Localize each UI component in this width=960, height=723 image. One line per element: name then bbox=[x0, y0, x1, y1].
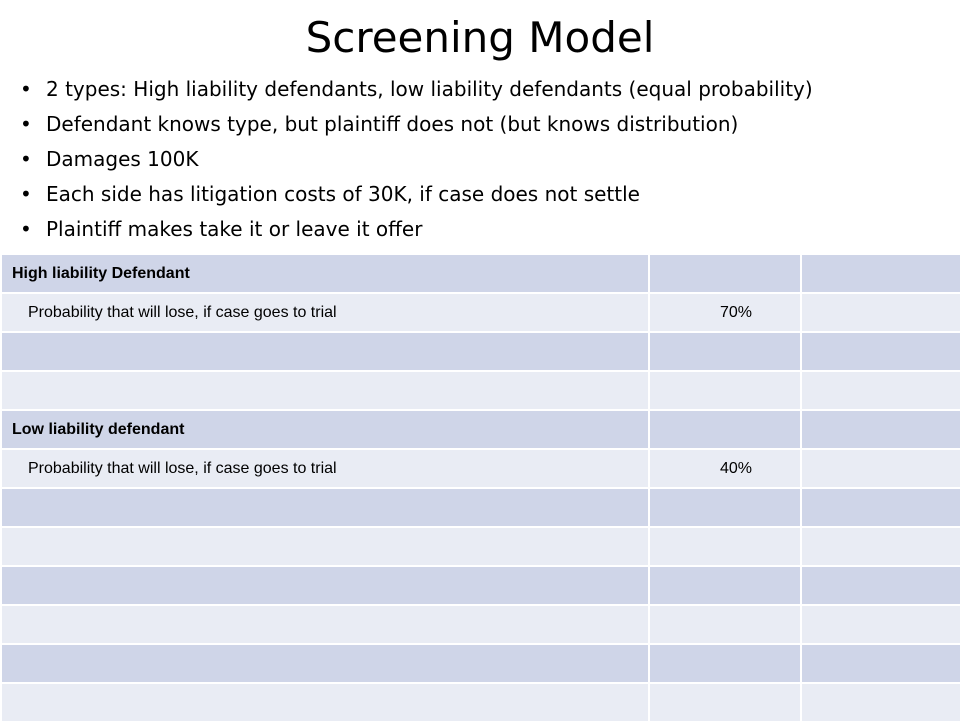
table-row bbox=[1, 293, 960, 332]
table-row bbox=[1, 371, 960, 410]
table-cell bbox=[801, 644, 960, 683]
table-cell bbox=[801, 332, 960, 371]
table-cell bbox=[649, 332, 801, 371]
bullet-list bbox=[20, 72, 955, 247]
table-row bbox=[1, 683, 960, 722]
table-row bbox=[1, 605, 960, 644]
table-cell bbox=[801, 254, 960, 293]
bullet-dot-icon: • bbox=[20, 77, 32, 101]
bullet-text: Each side has litigation costs of 30K, if case does not settle bbox=[46, 182, 640, 206]
bullet-text: Damages 100K bbox=[46, 147, 199, 171]
table-cell bbox=[649, 644, 801, 683]
probability-value-cell: 70% bbox=[649, 293, 801, 332]
table-cell bbox=[1, 605, 649, 644]
bullet-text: Plaintiff makes take it or leave it offer bbox=[46, 217, 423, 241]
probability-value-cell: 40% bbox=[649, 449, 801, 488]
table-cell bbox=[801, 449, 960, 488]
liability-table bbox=[0, 253, 960, 723]
table-cell bbox=[649, 371, 801, 410]
bullet-text: Defendant knows type, but plaintiff does not (but knows distribution) bbox=[46, 112, 739, 136]
slide-title: Screening Model bbox=[305, 13, 655, 62]
bullet-item bbox=[20, 142, 955, 177]
bullet-dot-icon: • bbox=[20, 147, 32, 171]
table-row bbox=[1, 488, 960, 527]
bullet-text: 2 types: High liability defendants, low liability defendants (equal probability) bbox=[46, 77, 813, 101]
table-cell bbox=[1, 332, 649, 371]
table-cell bbox=[649, 254, 801, 293]
table-row bbox=[1, 410, 960, 449]
table-cell bbox=[649, 605, 801, 644]
table-cell bbox=[1, 566, 649, 605]
bullet-item bbox=[20, 107, 955, 142]
section-header-cell: High liability Defendant bbox=[1, 254, 649, 293]
table-cell bbox=[1, 683, 649, 722]
bullet-dot-icon: • bbox=[20, 112, 32, 136]
table-row bbox=[1, 644, 960, 683]
table-cell bbox=[649, 410, 801, 449]
table-cell bbox=[1, 488, 649, 527]
bullet-item bbox=[20, 212, 955, 247]
table-cell bbox=[1, 371, 649, 410]
table-cell bbox=[649, 683, 801, 722]
table-cell bbox=[801, 527, 960, 566]
table-row bbox=[1, 527, 960, 566]
table-row bbox=[1, 332, 960, 371]
row-label-cell: Probability that will lose, if case goes to trial bbox=[1, 449, 649, 488]
table-cell bbox=[649, 527, 801, 566]
table-cell bbox=[801, 683, 960, 722]
table-cell bbox=[1, 527, 649, 566]
table-cell bbox=[649, 488, 801, 527]
bullet-item bbox=[20, 177, 955, 212]
table-cell bbox=[801, 410, 960, 449]
table-cell bbox=[801, 605, 960, 644]
table-cell bbox=[801, 566, 960, 605]
table-cell bbox=[1, 644, 649, 683]
table-cell bbox=[801, 488, 960, 527]
bullet-item bbox=[20, 72, 955, 107]
table-cell bbox=[649, 566, 801, 605]
table-cell bbox=[801, 371, 960, 410]
row-label-cell: Probability that will lose, if case goes to trial bbox=[1, 293, 649, 332]
table-row bbox=[1, 449, 960, 488]
table-cell bbox=[801, 293, 960, 332]
bullet-dot-icon: • bbox=[20, 182, 32, 206]
table-row bbox=[1, 566, 960, 605]
table-row bbox=[1, 254, 960, 293]
bullet-dot-icon: • bbox=[20, 217, 32, 241]
section-header-cell: Low liability defendant bbox=[1, 410, 649, 449]
